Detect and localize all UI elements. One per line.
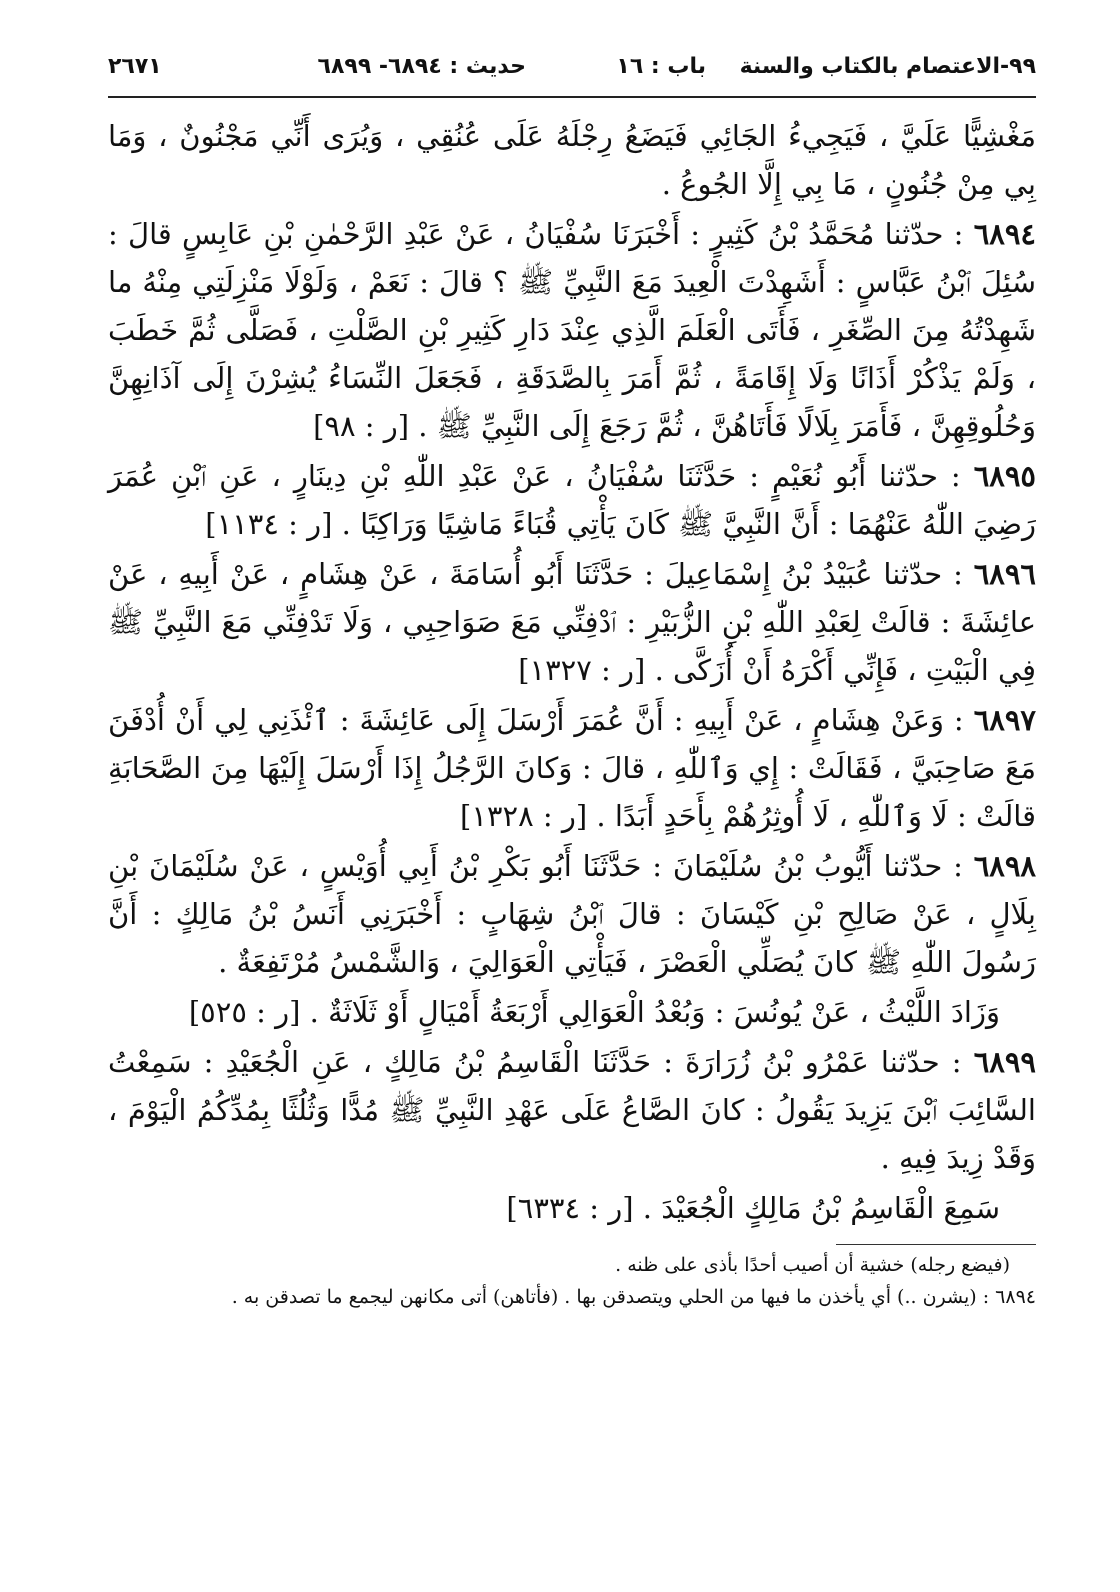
paragraph-text: : حدّثنا أَيُّوبُ بْنُ سُلَيْمَانَ : حَدَّثَنَا أَبُو بَكْرِ بْنُ أَبِي أُوَيْسٍ ، عَنْ سُلَيْمَانَ بْنِ بِلَالٍ ، عَنْ صَالِحِ بْنِ كَيْسَانَ : قالَ ٱبْنُ شِهَابٍ : أَخْبَرَنِي أَنَسُ بْنُ مَالِكٍ : أَنَّ رَسُولَ اللّٰهِ ﷺ كانَ يُصَلِّي الْعَصْرَ ، فَيَأْتِي الْعَوَالِيَ ، وَالشَّمْسُ مُرْتَفِعَةٌ . <box>108 849 1036 979</box>
header-rule <box>108 96 1036 98</box>
cross-reference: [ر : ١١٣٤] <box>205 507 333 541</box>
main-text <box>108 112 1036 1232</box>
hadith-number: ٦٨٩٤ <box>973 217 1036 251</box>
footnote-rule <box>836 1244 1036 1245</box>
paragraph-text: : حدّثنا مُحَمَّدُ بْنُ كَثِيرٍ : أَخْبَرَنَا سُفْيَانُ ، عَنْ عَبْدِ الرَّحْمٰنِ بْنِ عَابِسٍ قالَ : سُئِلَ ٱبْنُ عَبَّاسٍ : أَشَهِدْتَ الْعِيدَ مَعَ النَّبِيِّ ﷺ ؟ قالَ : نَعَمْ ، وَلَوْلَا مَنْزِلَتِي مِنْهُ ما شَهِدْتُهُ مِنَ الصِّغَرِ ، فَأَتَى الْعَلَمَ الَّذِي عِنْدَ دَارِ كَثِيرِ بْنِ الصَّلْتِ ، فَصَلَّى ثُمَّ خَطَبَ ، وَلَمْ يَذْكُرْ أَذَانًا وَلَا إِقَامَةً ، ثُمَّ أَمَرَ بِالصَّدَقَةِ ، فَجَعَلَ النِّسَاءُ يُشِرْنَ إِلَى آذَانِهِنَّ وَحُلُوقِهِنَّ ، فَأَمَرَ بِلَالًا فَأَتَاهُنَّ ، ثُمَّ رَجَعَ إِلَى النَّبِيِّ ﷺ . <box>108 217 1036 443</box>
hadith-6896 <box>108 550 1036 694</box>
hadith-number: ٦٨٩٧ <box>973 703 1036 737</box>
hadith-6898 <box>108 842 1036 986</box>
hadith-number: ٦٨٩٦ <box>973 557 1036 591</box>
hadith-6897 <box>108 696 1036 840</box>
hadith-6898-addendum <box>108 988 1036 1036</box>
hadith-6899 <box>108 1038 1036 1182</box>
paragraph-text: : حدّثنا عَمْرُو بْنُ زُرَارَةَ : حَدَّثَنَا الْقَاسِمُ بْنُ مَالِكٍ ، عَنِ الْجُعَيْدِ : سَمِعْتُ السَّائِبَ ٱبْنَ يَزِيدَ يَقُولُ : كانَ الصَّاعُ عَلَى عَهْدِ النَّبِيِّ ﷺ مُدًّا وَثُلُثًا بِمُدِّكُمُ الْيَوْمَ ، وَقَدْ زِيدَ فِيهِ . <box>108 1045 1036 1175</box>
bab-number: باب : ١٦ <box>616 54 706 79</box>
paragraph-text: : حدّثنا أَبُو نُعَيْمٍ : حَدَّثَنَا سُفْيَانُ ، عَنْ عَبْدِ اللّٰهِ بْنِ دِينَارٍ ، عَنِ ٱبْنِ عُمَرَ رَضِيَ اللّٰهُ عَنْهُمَا : أَنَّ النَّبِيَّ ﷺ كَانَ يَأْتِي قُبَاءً مَاشِيًا وَرَاكِبًا . <box>108 459 1036 541</box>
paragraph-text: سَمِعَ الْقَاسِمُ بْنُ مَالِكٍ الْجُعَيْدَ . <box>633 1191 1000 1225</box>
paragraph-text: وَزَادَ اللَّيْثُ ، عَنْ يُونُسَ : وَبُعْدُ الْعَوَالِي أَرْبَعَةُ أَمْيَالٍ أَوْ ثَلَاثَةٌ . <box>300 995 1000 1029</box>
footnote: (فيضع رجله) خشية أن أصيب أحدًا بأذى على ظنه . <box>615 1254 1010 1276</box>
footnote: ٦٨٩٤ : (يشرن ..) أي يأخذن ما فيها من الحلي ويتصدقن بها . (فأتاهن) أتى مكانهن ليجمع ما تصدقن به . <box>231 1286 1036 1308</box>
cross-reference: [ر : ٥٢٥] <box>188 995 301 1029</box>
hadith-6895 <box>108 452 1036 548</box>
running-header <box>108 48 1036 88</box>
footnotes <box>108 1249 1036 1313</box>
cross-reference: [ر : ٦٣٣٤] <box>506 1191 634 1225</box>
hadith-6899-addendum <box>108 1184 1036 1232</box>
hadith-number: ٦٨٩٥ <box>973 459 1036 493</box>
cross-reference: [ر : ٩٨] <box>313 409 410 443</box>
hadith-range: حديث : ٦٨٩٤- ٦٨٩٩ <box>317 54 526 79</box>
cross-reference: [ر : ١٣٢٨] <box>460 799 588 833</box>
page-number: ٢٦٧١ <box>108 54 162 79</box>
hadith-6894 <box>108 210 1036 450</box>
hadith-number: ٦٨٩٨ <box>973 849 1036 883</box>
hadith-number: ٦٨٩٩ <box>973 1045 1036 1079</box>
book-page <box>108 48 1036 1313</box>
cross-reference: [ر : ١٣٢٧] <box>518 653 646 687</box>
paragraph-text: : وَعَنْ هِشَامٍ ، عَنْ أَبِيهِ : أَنَّ عُمَرَ أَرْسَلَ إِلَى عَائِشَةَ : ٱئْذَنِي لِي أَنْ أُدْفَنَ مَعَ صَاحِبَيَّ ، فَقَالَتْ : إِي وَٱللّٰهِ ، قالَ : وَكانَ الرَّجُلُ إِذَا أَرْسَلَ إِلَيْهَا مِنَ الصَّحَابَةِ قالَتْ : لَا وَٱللّٰهِ ، لَا أُوثِرُهُمْ بِأَحَدٍ أَبَدًا . <box>108 703 1036 833</box>
paragraph-text: : حدّثنا عُبَيْدُ بْنُ إِسْمَاعِيلَ : حَدَّثَنَا أَبُو أُسَامَةَ ، عَنْ هِشَامٍ ، عَنْ أَبِيهِ ، عَنْ عائِشَةَ : قالَتْ لِعَبْدِ اللّٰهِ بْنِ الزُّبَيْرِ : ٱدْفِنِّي مَعَ صَوَاحِبِي ، وَلَا تَدْفِنِّي مَعَ النَّبِيِّ ﷺ فِي الْبَيْتِ ، فَإِنِّي أَكْرَهُ أَنْ أُزَكَّى . <box>108 557 1036 687</box>
paragraph-text: مَغْشِيًّا عَلَيَّ ، فَيَجِيءُ الجَائِي فَيَضَعُ رِجْلَهُ عَلَى عُنُقِي ، وَيُرَى أَنِّي مَجْنُونٌ ، وَمَا بِي مِنْ جُنُونٍ ، مَا بِي إِلَّا الجُوعُ . <box>108 119 1036 201</box>
paragraph-continuation <box>108 112 1036 208</box>
chapter-title: ٩٩-الاعتصام بالكتاب والسنة <box>739 54 1036 79</box>
